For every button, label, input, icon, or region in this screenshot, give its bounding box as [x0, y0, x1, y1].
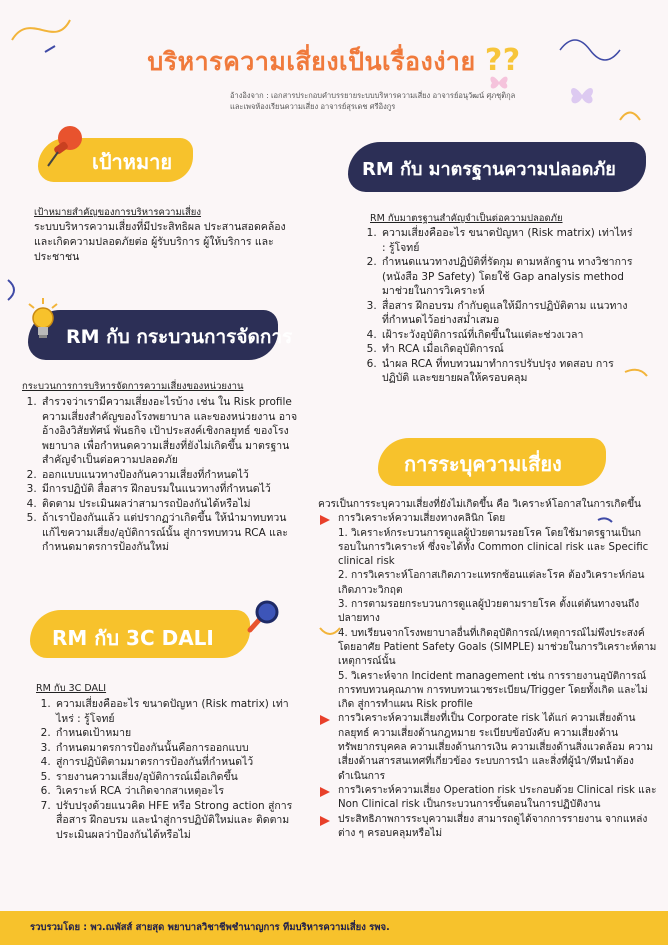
- safety-item-4: 4. เฝ้าระวังอุบัติการณ์ที่เกิดขึ้นในแต่ละช่วงเวลา: [380, 328, 634, 343]
- clinical-risk-heading-text: การวิเคราะห์ความเสี่ยงทางคลินิก โดย: [338, 513, 506, 525]
- page-title: [0, 42, 668, 82]
- reference-line-2: และเพจห้องเรียนความเสี่ยง อาจารย์สุรเดช ศรีอิงกูร: [230, 102, 396, 111]
- arrow-bullet-icon: [320, 715, 330, 725]
- corporate-risk-item: [318, 712, 658, 783]
- process-item-1: 1. สำรวจว่าเรามีความเสี่ยงอะไรบ้าง เช่น ใน Risk profile ความเสี่ยงสำคัญของโรงพยาบาล และของหน่วยงาน อาจอ้างอิงวิสัยทัศน์ พันธกิจ เป้าประสงค์เชิงกลยุทธ์ ของโรงพยาบาล เพื่อกำหนดความเสี่ยงที่ยังไม่เกิดขึ้น มาตรฐานสำคัญจำเป็นต่อความปลอดภัย: [40, 395, 314, 468]
- process-list: [22, 395, 314, 555]
- title-question-marks: ??: [484, 43, 521, 78]
- safety-subheading: RM กับมาตรฐานสำคัญจำเป็นต่อความปลอดภัย: [370, 213, 563, 224]
- safety-item-6: 6. นำผล RCA ที่ทบทวนมาทำการปรับปรุง ทดสอบ การปฏิบัติ และขยายผลให้ครอบคลุม: [380, 357, 634, 386]
- goal-heading: เป้าหมาย: [92, 150, 173, 174]
- lightbulb-icon: [26, 296, 60, 344]
- goal-text: ระบบบริหารความเสี่ยงที่มีประสิทธิผล ประสานสอดคล้อง และเกิดความปลอดภัยต่อ ผู้รับบริการ ผู้ให้บริการ และประชาชน: [34, 221, 286, 263]
- safety-item-3: 3. สื่อสาร ฝึกอบรม กำกับดูแลให้มีการปฏิบัติตาม แนวทางที่กำหนดไว้อย่างสม่ำเสมอ: [380, 299, 634, 328]
- reference-line-1: อ้างอิงจาก : เอกสารประกอบคำบรรยายระบบบริหารความเสี่ยง อาจารย์อนุวัฒน์ ศุภชุติกุล: [230, 91, 516, 100]
- process-subheading: กระบวนการการบริหารจัดการความเสี่ยงของหน่วยงาน: [22, 381, 244, 392]
- clinical-item-2: 2. การวิเคราะห์โอกาสเกิดภาวะแทรกซ้อนแต่ละโรค ต้องวิเคราะห์ก่อนเกิดภาวะวิกฤต: [338, 570, 645, 596]
- dali-item-6: 6. วิเคราะห์ RCA ว่าเกิดจากสาเหตุอะไร: [54, 784, 298, 799]
- dali-item-2: 2. กำหนดเป้าหมาย: [54, 726, 298, 741]
- safety-list: [362, 226, 634, 386]
- clinical-item-4: 4. บทเรียนจากโรงพยาบาลอื่นที่เกิดอุบัติการณ์/เหตุการณ์ไม่พึงประสงค์ โดยอาศัย Patient Safety Goals (SIMPLE) มาช่วยในการวิเคราะห์ตามเหตุการณ์นั้น: [338, 627, 657, 668]
- identify-heading: การระบุความเสี่ยง: [404, 452, 562, 476]
- process-item-3: 3. มีการปฏิบัติ สื่อสาร ฝึกอบรมในแนวทางที่กำหนดไว้: [40, 482, 314, 497]
- process-list-container: [22, 395, 314, 555]
- arrow-bullet-icon: [320, 787, 330, 797]
- effectiveness-item: [318, 813, 658, 842]
- dali-list-container: [36, 697, 298, 842]
- process-heading: RM กับ กระบวนการจัดการ: [66, 326, 293, 348]
- pushpin-icon: [46, 122, 86, 168]
- safety-item-1: 1. ความเสี่ยงคืออะไร ขนาดปัญหา (Risk matrix) เท่าไหร่ : รู้โจทย์: [380, 226, 634, 255]
- dali-item-7: 7. ปรับปรุงด้วยแนวคิด HFE หรือ Strong action สู่การสื่อสาร ฝึกอบรม และนำสู่การปฏิบัติใหม่และ ติดตามประเมินผลว่าป้องกันได้หรือไม่: [54, 799, 298, 843]
- safety-item-2: 2. กำหนดแนวทางปฏิบัติที่รัดกุม ตามหลักฐาน ทางวิชาการ (หนังสือ 3P Safety) โดยใช้ Gap analysis method มาช่วยในการวิเคราะห์: [380, 255, 634, 299]
- footer-credit: รวบรวมโดย : พว.ณพัสส์ สายสุด พยาบาลวิชาชีพชำนาญการ ทีมบริหารความเสี่ยง รพจ.: [0, 911, 668, 945]
- dali-list: [36, 697, 298, 842]
- identify-section: [318, 498, 658, 841]
- safety-item-5: 5. ทำ RCA เมื่อเกิดอุบัติการณ์: [380, 342, 634, 357]
- arrow-bullet-icon: [320, 816, 330, 826]
- dali-item-1: 1. ความเสี่ยงคืออะไร ขนาดปัญหา (Risk matrix) เท่าไหร่ : รู้โจทย์: [54, 697, 298, 726]
- process-item-2: 2. ออกแบบแนวทางป้องกันความเสี่ยงที่กำหนดไว้: [40, 468, 314, 483]
- operation-risk-item: [318, 784, 658, 813]
- goal-subheading: เป้าหมายสำคัญของการบริหารความเสี่ยง: [34, 207, 202, 218]
- magnifier-icon: [242, 598, 282, 638]
- dali-item-4: 4. สู่การปฏิบัติตามมาตรการป้องกันที่กำหนดไว้: [54, 755, 298, 770]
- title-text: บริหารความเสี่ยงเป็นเรื่องง่าย: [147, 47, 476, 76]
- clinical-item-1: 1. วิเคราะห์กระบวนการดูแลผู้ป่วยตามรอยโรค โดยใช้มาตรฐานเป็นกรอบในการวิเคราะห์ ซึ่งจะได้ทั้ง Common clinical risk และ Specific clinical risk: [338, 527, 649, 568]
- identify-intro: ควรเป็นการระบุความเสี่ยงที่ยังไม่เกิดขึ้น คือ วิเคราะห์โอกาสในการเกิดขึ้น: [318, 499, 641, 510]
- dali-subheading: RM กับ 3C DALI: [36, 683, 107, 694]
- corporate-risk-text: การวิเคราะห์ความเสี่ยงที่เป็น Corporate risk ได้แก่ ความเสี่ยงด้านกลยุทธ์ ความเสี่ยงด้านกฎหมาย ระเบียบข้อบังคับ ความเสี่ยงด้านทรัพยากรบุคคล ความเสี่ยงด้านการเงิน ความเสี่ยงด้านสิ่งแวดล้อม ความเสี่ยงด้านสารสนเทศที่เกี่ยวข้อง ระบบการนำ และสิ่งที่ผู้นำ/ทีมนำต้องดำเนินการ: [338, 713, 654, 782]
- clinical-item-3: 3. การตามรอยกระบวนการดูแลผู้ป่วยตามรายโรค ตั้งแต่ต้นทางจนถึงปลายทาง: [338, 599, 640, 625]
- reference-note: [230, 90, 590, 112]
- operation-risk-text: การวิเคราะห์ความเสี่ยง Operation risk ประกอบด้วย Clinical risk และ Non Clinical risk เป็นกระบวนการขั้นตอนในการปฏิบัติงาน: [338, 784, 657, 811]
- arrow-bullet-icon: [320, 515, 330, 525]
- clinical-item-5: 5. วิเคราะห์จาก Incident management เช่น การรายงานอุบัติการณ์ การทบทวนคุณภาพ การทบทวนเวชระเบียน/Trigger โดยทั้งเกิด และไม่เกิด สู่การทำแผน Risk profile: [338, 670, 648, 711]
- dali-item-5: 5. รายงานความเสี่ยง/อุบัติการณ์เมื่อเกิดขึ้น: [54, 770, 298, 785]
- dali-item-3: 3. กำหนดมาตรการป้องกันนั้นคือการออกแบบ: [54, 741, 298, 756]
- safety-list-container: [362, 226, 634, 386]
- process-item-5: 5. ถ้าเราป้องกันแล้ว แต่ปรากฏว่าเกิดขึ้น ให้นำมาทบทวน แก้ไขความเสี่ยง/อุบัติการณ์นั้น สู่การทบทวน RCA และ กำหนดมาตรการป้องกันใหม่: [40, 511, 314, 555]
- dali-heading: RM กับ 3C DALI: [52, 626, 214, 650]
- effectiveness-text: ประสิทธิภาพการระบุความเสี่ยง สามารถดูได้จากการรายงาน จากแหล่งต่าง ๆ ครอบคลุมหรือไม่: [338, 813, 648, 839]
- clinical-risk-heading: [318, 512, 658, 526]
- process-item-4: 4. ติดตาม ประเมินผลว่าสามารถป้องกันได้หรือไม่: [40, 497, 314, 512]
- safety-heading: RM กับ มาตรฐานความปลอดภัย: [362, 159, 616, 180]
